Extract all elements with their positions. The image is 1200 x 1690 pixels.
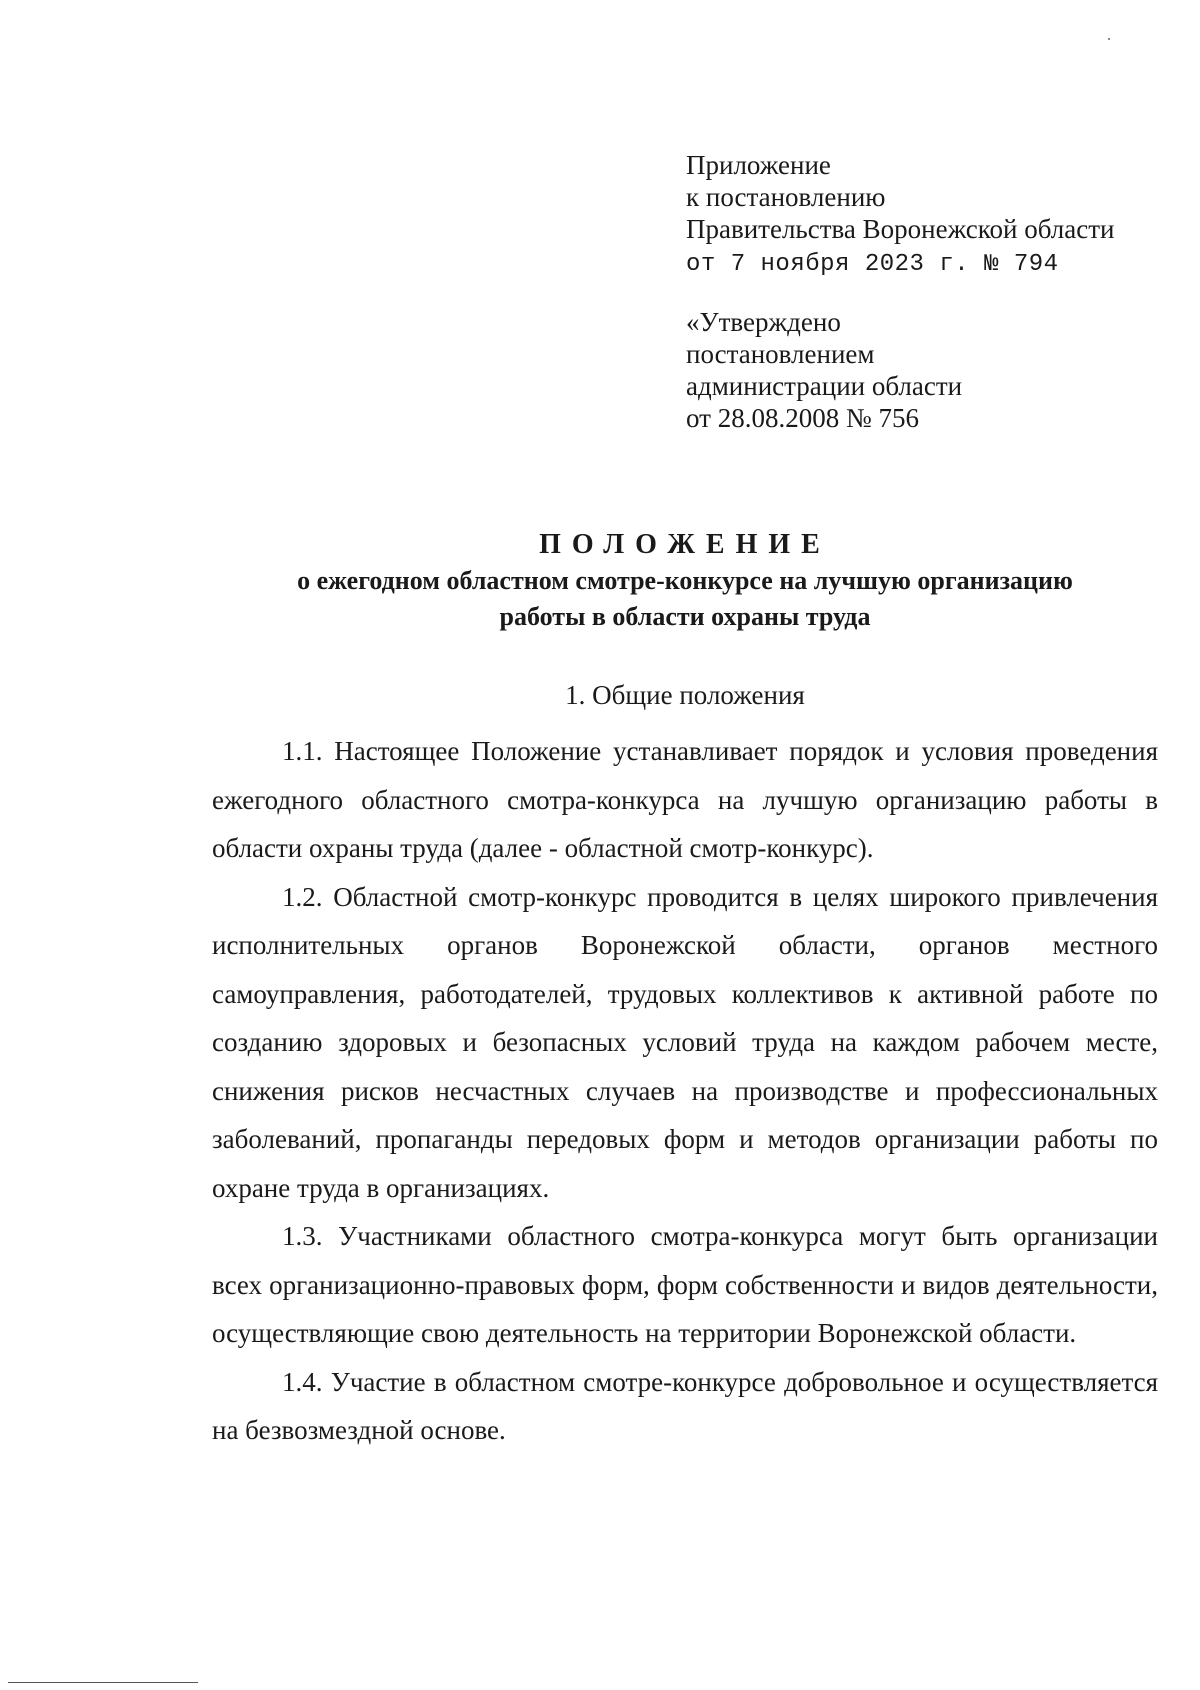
paragraph-1-2: 1.2. Областной смотр-конкурс проводится в целях широкого привлечения исполнительных органов Воронежской области, органов местного самоуправления, работодателей, трудовых коллективов к активной работе по созданию здоровых и безопасных условий труда на каждом рабочем месте, снижения рисков несчастных случаев на производстве и профессиональных заболеваний, пропаганды передовых форм и методов организации работы по охране труда в организациях.	[212, 881, 1158, 1203]
section-heading: 1. Общие положения	[565, 680, 805, 710]
scan-speck	[1108, 38, 1110, 40]
appendix-reference: к постановлению	[686, 182, 886, 212]
title-line-1: о ежегодном областном смотре-конкурсе на лучшую организацию	[297, 566, 1073, 595]
document-title	[212, 527, 1158, 635]
appendix-authority: Правительства Воронежской области	[686, 214, 1115, 244]
appendix-label: Приложение	[686, 150, 831, 180]
paragraph-1-1: 1.1. Настоящее Положение устанавливает порядок и условия проведения ежегодного областного смотра-конкурса на лучшую организацию работы в области охраны труда (далее - областной смотр-конкурс).	[212, 736, 1158, 863]
paragraph-1-3: 1.3. Участниками областного смотра-конкурса могут быть организации всех организационно-правовых форм, форм собственности и видов деятельности, осуществляющие свою деятельность на территории Воронежской области.	[212, 1221, 1158, 1348]
approved-authority: администрации области	[686, 371, 963, 401]
footer-rule	[8, 1682, 198, 1683]
approved-reference: постановлением	[686, 339, 875, 369]
section-body	[212, 727, 1158, 1455]
appendix-date-number: от 7 ноября 2023 г. № 794	[686, 251, 1059, 278]
paragraph-1-4: 1.4. Участие в областном смотре-конкурсе добровольное и осуществляется на безвозмездной основе.	[212, 1366, 1158, 1445]
approved-header	[686, 306, 962, 434]
title-line-2: работы в области охраны труда	[499, 602, 871, 631]
approved-label: «Утверждено	[686, 307, 841, 337]
appendix-header	[686, 149, 1114, 281]
approved-date-number: от 28.08.2008 № 756	[686, 403, 919, 433]
title-main: ПОЛОЖЕНИЕ	[539, 529, 831, 560]
